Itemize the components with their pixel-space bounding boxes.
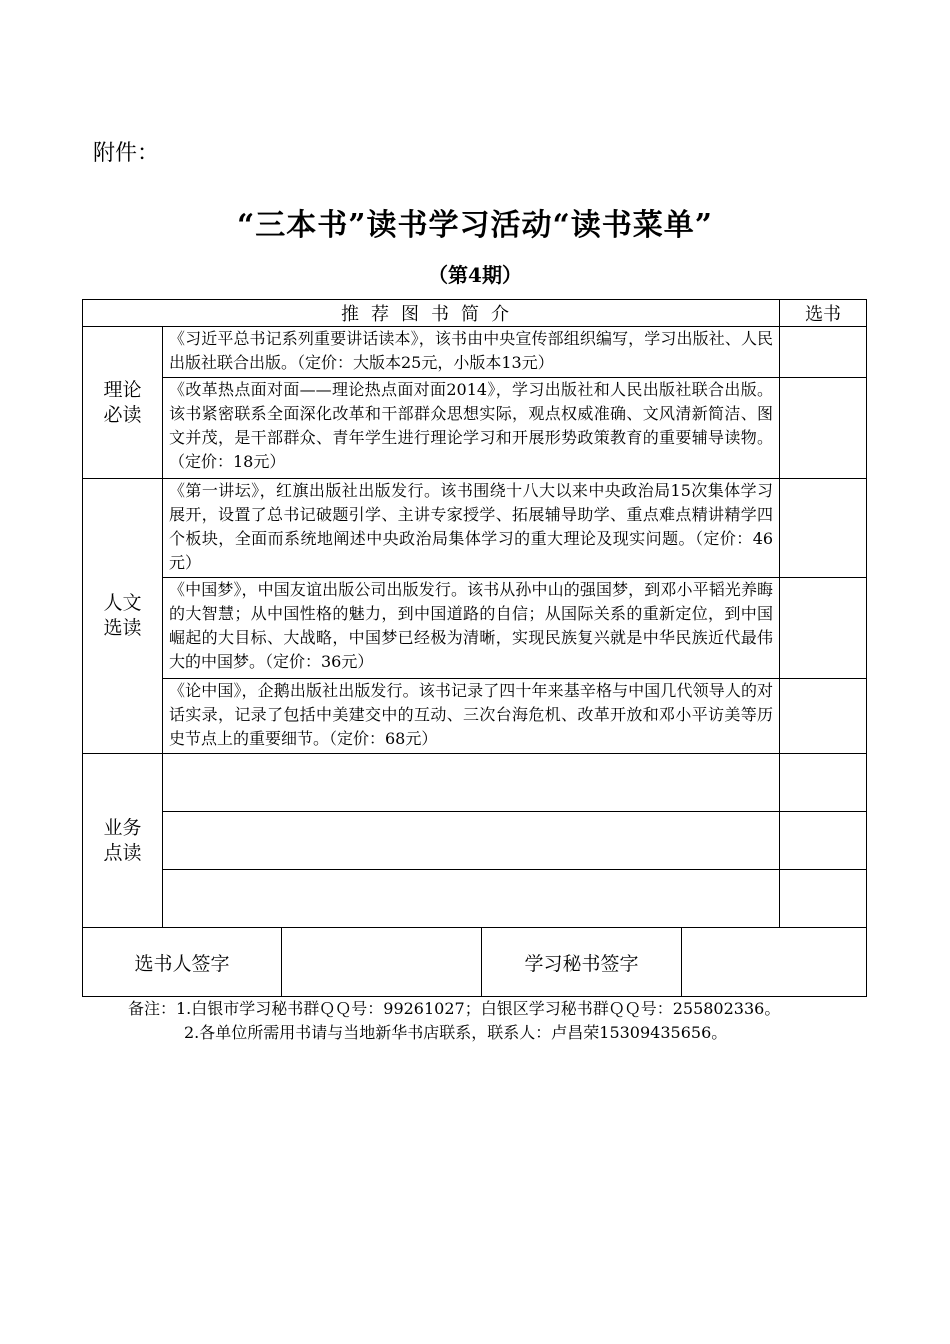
table-row — [83, 812, 867, 870]
book-description: 《改革热点面对面——理论热点面对面2014》，学习出版社和人民出版社联合出版。该书紧密联系全面深化改革和干部群众思想实际，观点权威准确、文风清新简洁、图文并茂，是干部群众、青年学生进行理论学习和开展形势政策教育的重要辅导读物。（定价：18元） — [163, 378, 780, 479]
category-label: 人文 — [103, 592, 142, 614]
page-title: “三本书”读书学习活动“读书菜单” — [236, 208, 714, 243]
book-description: 《论中国》，企鹅出版社出版发行。该书记录了四十年来基辛格与中国几代领导人的对话实录，记录了包括中美建交中的互动、三次台海危机、改革开放和邓小平访美等历史节点上的重要细节。（定价：68元） — [163, 679, 780, 754]
select-cell[interactable] — [780, 479, 867, 578]
issue-number: （第4期） — [428, 263, 522, 287]
table-row — [83, 679, 867, 754]
table-row — [83, 479, 867, 578]
book-description: 《中国梦》，中国友谊出版公司出版发行。该书从孙中山的强国梦，到邓小平韬光养晦的大智慧；从中国性格的魅力，到中国道路的自信；从国际关系的重新定位，到中国崛起的大目标、大战略，中国梦已经极为清晰，实现民族复兴就是中华民族近代最伟大的中国梦。（定价：36元） — [163, 578, 780, 679]
select-cell[interactable] — [780, 378, 867, 479]
select-cell[interactable] — [780, 812, 867, 870]
category-label: 业务 — [103, 816, 142, 839]
book-description: 《习近平总书记系列重要讲话读本》，该书由中央宣传部组织编写，学习出版社、人民出版社联合出版。（定价：大版本25元，小版本13元） — [163, 327, 780, 378]
table-row — [83, 378, 867, 479]
category-humanities — [83, 479, 163, 754]
table-row — [83, 754, 867, 812]
table-header-row — [83, 300, 867, 327]
annex-label: 附件： — [93, 141, 160, 166]
table-row — [83, 870, 867, 928]
select-cell[interactable] — [780, 870, 867, 928]
header-select: 选书 — [780, 300, 867, 327]
category-label: 必读 — [103, 403, 142, 426]
select-cell[interactable] — [780, 754, 867, 812]
selector-sign-field[interactable] — [282, 928, 482, 997]
remarks — [128, 997, 780, 1045]
header-intro: 推荐图书简介 — [83, 300, 780, 327]
select-cell[interactable] — [780, 327, 867, 378]
category-business — [83, 754, 163, 928]
select-cell[interactable] — [780, 679, 867, 754]
book-entry-cell[interactable] — [163, 870, 780, 928]
book-entry-cell[interactable] — [163, 754, 780, 812]
select-cell[interactable] — [780, 578, 867, 679]
remark-line-2: 2.各单位所需用书请与当地新华书店联系，联系人：卢昌荣15309435656。 — [184, 1023, 728, 1042]
remark-line-1: 备注：1.白银市学习秘书群ＱＱ号：99261027；白银区学习秘书群ＱＱ号：255802336。 — [128, 999, 781, 1018]
book-description: 《第一讲坛》，红旗出版社出版发行。该书围绕十八大以来中央政治局15次集体学习展开，设置了总书记破题引学、主讲专家授学、拓展辅导助学、重点难点精讲精学四个板块，全面而系统地阐述中央政治局集体学习的重大理论及现实问题。（定价：46元） — [163, 479, 780, 578]
table-row — [83, 578, 867, 679]
secretary-sign-field[interactable] — [682, 928, 867, 997]
category-label: 选读 — [103, 617, 142, 639]
signature-row — [83, 928, 867, 997]
book-entry-cell[interactable] — [163, 812, 780, 870]
reading-menu-table — [82, 299, 867, 997]
category-label: 点读 — [103, 841, 142, 864]
secretary-sign-label: 学习秘书签字 — [482, 928, 682, 997]
table-row — [83, 327, 867, 378]
category-theory — [83, 327, 163, 479]
category-label: 理论 — [103, 378, 142, 401]
selector-sign-label: 选书人签字 — [83, 928, 282, 997]
